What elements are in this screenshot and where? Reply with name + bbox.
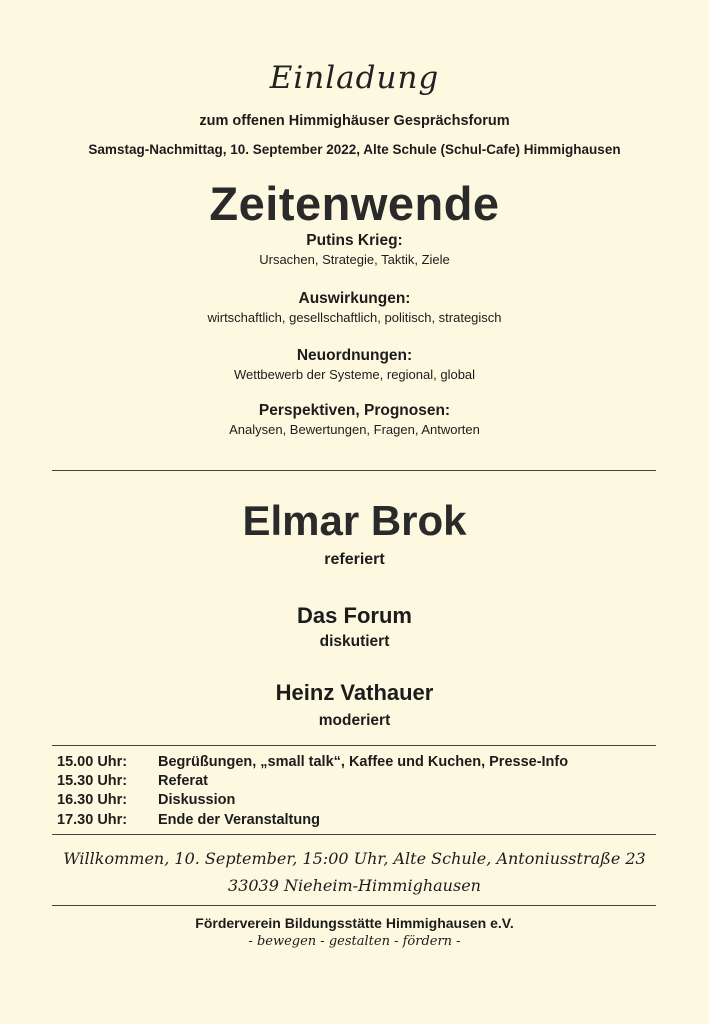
address-line: 33039 Nieheim-Himmighausen [228,876,481,895]
topic-heading: Neuordnungen: [296,347,413,364]
topic-detail: wirtschaftlich, gesellschaftlich, politisch, strategisch [207,310,502,325]
topic-heading: Perspektiven, Prognosen: [258,402,451,419]
schedule-list [57,753,568,830]
forum-role: diskutiert [319,633,390,650]
topic-detail: Wettbewerb der Systeme, regional, global [233,367,476,382]
schedule-time: 15.00 Uhr: [57,754,128,770]
divider [52,745,656,746]
schedule-item: Referat [158,773,208,790]
schedule-time: 17.30 Uhr: [57,811,128,828]
schedule-item: Ende der Veranstaltung [158,811,320,828]
schedule-row [57,791,568,810]
theme-title: Zeitenwende [209,177,500,230]
invitation-title: Einladung [269,60,440,96]
topic-heading: Putins Krieg: [306,232,403,249]
schedule-time: 16.30 Uhr: [57,792,128,809]
forum-name: Das Forum [297,603,412,628]
speaker-name: Elmar Brok [242,497,467,544]
speaker-role: referiert [324,551,385,568]
topic-heading: Auswirkungen: [298,290,411,307]
divider [52,834,656,835]
moderator-role: moderiert [318,712,391,729]
schedule-row [57,753,568,772]
schedule-item: Diskussion [158,792,236,809]
tagline: - bewegen - gestalten - fördern - [248,934,461,949]
schedule-row [57,811,568,830]
date-location-line: Samstag-Nachmittag, 10. September 2022, Alte Schule (Schul-Cafe) Himmighausen [88,142,621,157]
schedule-item: Begrüßungen, „small talk“, Kaffee und Kuchen, Presse-Info [158,754,569,770]
moderator-name: Heinz Vathauer [275,680,434,705]
schedule-time: 15.30 Uhr: [57,773,128,790]
welcome-line: Willkommen, 10. September, 15:00 Uhr, Alte Schule, Antoniusstraße 23 [63,849,646,868]
forum-subtitle: zum offenen Himmighäuser Gesprächsforum [199,113,510,129]
schedule-row [57,772,568,791]
topic-detail: Ursachen, Strategie, Taktik, Ziele [259,252,450,267]
organization-name: Förderverein Bildungsstätte Himmighausen e.V. [195,915,514,931]
divider [52,905,656,906]
divider [52,470,656,471]
topic-detail: Analysen, Bewertungen, Fragen, Antworten [229,422,480,437]
